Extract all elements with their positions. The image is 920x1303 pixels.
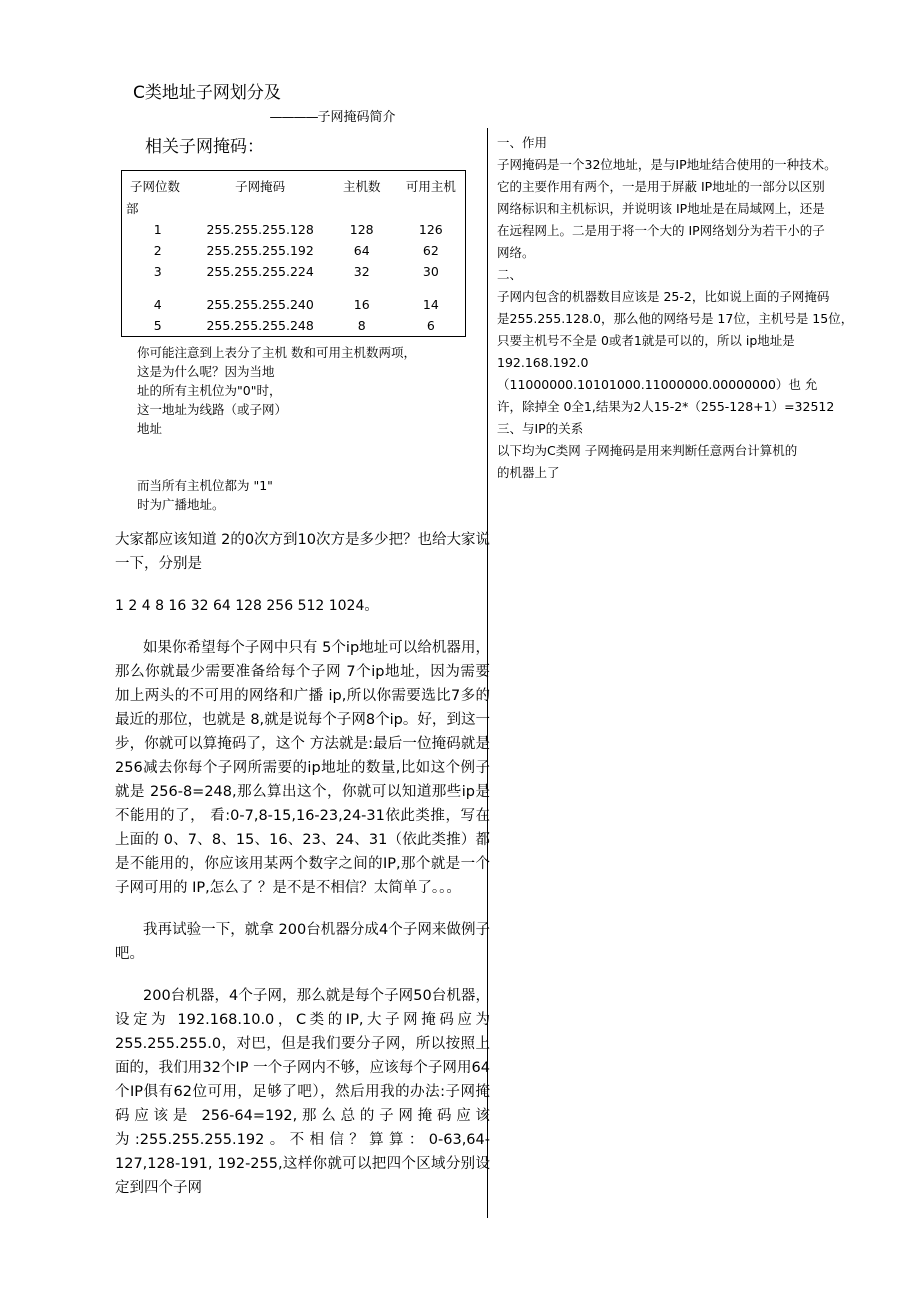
right-line: 网络。: [497, 245, 535, 260]
cell-mask: 255.255.255.192: [206, 243, 314, 258]
table-row: [122, 294, 466, 315]
paragraph-spacer: [115, 966, 490, 984]
subtitle-text: 子网掩码简介: [317, 110, 396, 125]
cell-mask: 255.255.255.248: [206, 318, 314, 333]
cell-usable: 14: [422, 297, 439, 312]
right-line: 子网掩码是一个32位地址，是与IP地址结合使用的一种技术。: [497, 157, 837, 172]
right-line: 只要主机号不全是 0或者1就是可以的，所以 ip地址是: [497, 333, 795, 348]
note-line: 这是为什么呢？因为当地: [137, 364, 275, 379]
cell-hosts: 64: [353, 243, 370, 258]
note-line-blank: [137, 457, 467, 476]
table-gap-row: [122, 282, 466, 294]
table-body: [122, 219, 466, 337]
right-line: 以下均为C类网 子网掩码是用来判断任意两台计算机的: [497, 443, 798, 458]
note-line: 时为广播地址。: [137, 497, 225, 512]
table-header-row: [122, 171, 466, 198]
table-row: [122, 315, 466, 337]
right-body: [497, 132, 857, 484]
table-note: [137, 343, 467, 514]
note-line: 这一地址为线路（或子网）: [137, 402, 288, 417]
cell-bits: 1: [153, 222, 162, 237]
left-body: [115, 528, 490, 1200]
paragraph-spacer: [115, 900, 490, 918]
cell-usable: 126: [418, 222, 443, 237]
right-line: 在远程网上。二是用于将一个大的 IP网络划分为若干小的子: [497, 223, 825, 238]
col-header-bits: 子网位数: [130, 179, 181, 194]
cell-hosts: 128: [349, 222, 374, 237]
col-header-mask: 子网掩码: [235, 179, 286, 194]
paragraph-powers-intro: 大家都应该知道 2的0次方到10次方是多少把？也给大家说一下，分别是: [115, 532, 491, 572]
subtitle-dash: ————: [269, 110, 318, 125]
cell-usable: 30: [422, 264, 439, 279]
cell-hosts: 32: [353, 264, 370, 279]
right-heading-2: 二、: [497, 267, 523, 282]
right-line: 是255.255.128.0，那么他的网络号是 17位，主机号是 15位，: [497, 311, 854, 326]
paragraph-example-five-ip: 如果你希望每个子网中只有 5个ip地址可以给机器用，那么你就最少需要准备给每个子网 7个ip地址，因为需要加上两头的不可用的网络和广播 ip,所以你需要选比7多的最近的那位，也就是 8,就是说每个子网8个ip。好，到这一步，你就可以算掩码了，这个 方法就是:最后一位掩码就是256减去你每个子网所需要的ip地址的数量,比如这个例子就是 256-8=248,那么算出这个，你就可以知道那些ip是不能用的了， 看:0-7,8-15,16-23,24-31依此类推，写在上面的 0、7、8、15、16、23、24、31（依此类推）都是不能用的，你应该用某两个数字之间的IP,那个就是一个子网可用的 IP,怎么了 ？是不是不相信？太简单了。。。: [115, 640, 490, 896]
paragraph-200-hosts: 200台机器，4个子网，那么就是每个子网50台机器，设定为 192.168.10.0，C类的IP,大子网掩码应为255.255.255.0，对巴，但是我们要分子网，所以按照上面的，我们用32个IP 一个子网内不够，应该每个子网用64个IP俱有62位可用，足够了吧），然后用我的办法:子网掩码应该是 256-64=192,那么总的子网掩码应该为:255.255.255.192。不相信？算算：0-63,64-127,128-191, 192-255,这样你就可以把四个区域分别设定到四个子网: [115, 988, 490, 1196]
cell-hosts: 16: [353, 297, 370, 312]
cell-bits: 5: [153, 318, 162, 333]
cell-bits: 3: [153, 264, 162, 279]
table-header-extra-row: [122, 197, 466, 219]
col-header-extra: 部: [126, 201, 139, 216]
note-line: 你可能注意到上表分了主机 数和可用主机数两项，: [137, 345, 416, 360]
cell-mask: 255.255.255.128: [206, 222, 314, 237]
right-line: 子网内包含的机器数目应该是 25-2，比如说上面的子网掩码: [497, 289, 830, 304]
table-gap-cell: [122, 282, 466, 294]
note-line: 地址: [137, 421, 163, 436]
document-title: C类地址子网划分及: [133, 83, 281, 103]
right-line: 许，除掉全 0全1,结果为2人15-2*（255-128+1）=32512: [497, 399, 835, 414]
note-line: 址的所有主机位为"0"时，: [137, 383, 282, 398]
paragraph-spacer: [115, 576, 490, 594]
col-header-hosts: 主机数: [342, 179, 381, 194]
right-heading-3: 三、与IP的关系: [497, 421, 584, 436]
cell-hosts: 8: [357, 318, 366, 333]
cell-bits: 2: [153, 243, 162, 258]
right-line: 192.168.192.0（11000000.10101000.11000000.00000000）也 允: [497, 355, 818, 392]
paragraph-experiment-intro: 我再试验一下，就拿 200台机器分成4个子网来做例子吧。: [115, 922, 490, 962]
table-row: [122, 240, 466, 261]
cell-mask: 255.255.255.224: [206, 264, 314, 279]
cell-bits: 4: [153, 297, 162, 312]
cell-mask: 255.255.255.240: [206, 297, 314, 312]
col-header-usable: 可用主机: [405, 179, 456, 194]
right-line: 它的主要作用有两个，一是用于屏蔽 IP地址的一部分以区别: [497, 179, 825, 194]
table-row: [122, 219, 466, 240]
paragraph-spacer: [115, 618, 490, 636]
paragraph-powers-list: 1 2 4 8 16 32 64 128 256 512 1024。: [115, 598, 379, 614]
note-line-blank: [137, 438, 467, 457]
document-subtitle-line: [115, 108, 490, 128]
right-line: 网络标识和主机标识，并说明该 IP地址是在局域网上，还是: [497, 201, 825, 216]
right-line: 的机器上了: [497, 465, 560, 480]
table-row: [122, 261, 466, 282]
note-line: 而当所有主机位都为 "1": [137, 478, 273, 493]
subnet-mask-table: [121, 170, 466, 337]
right-heading-1: 一、作用: [497, 135, 548, 150]
table-head: [122, 171, 466, 220]
cell-usable: 62: [422, 243, 439, 258]
cell-usable: 6: [426, 318, 435, 333]
section-title-masks: 相关子网掩码：: [145, 137, 264, 157]
left-column: [115, 80, 490, 1200]
right-column: [497, 132, 857, 484]
